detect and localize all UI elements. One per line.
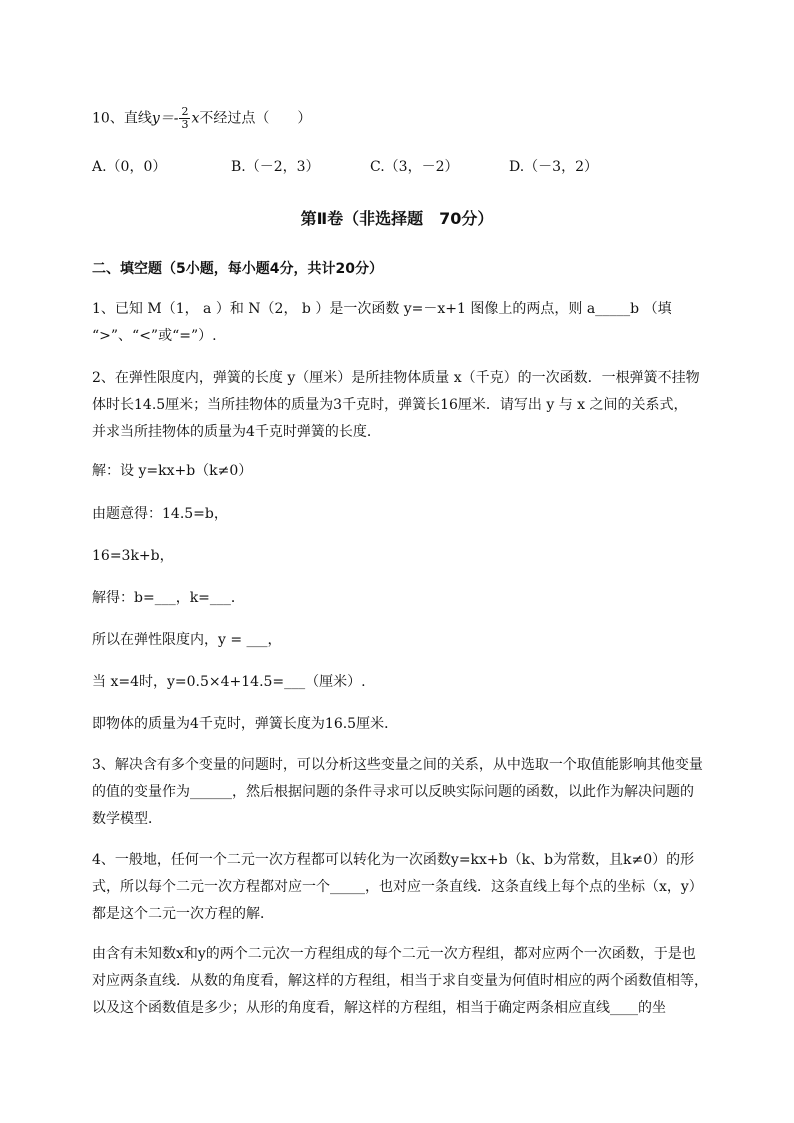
section-title: 二、填空题（5小题，每小题4分，共计20分） xyxy=(92,261,383,277)
fill-q3-line3: 数学模型． xyxy=(92,811,162,827)
option-a: A.（0，0） xyxy=(92,159,167,175)
part-title: 第Ⅱ卷（非选择题 70分） xyxy=(300,209,494,228)
fill-q5-line1: 由含有未知数x和y的两个二元次一方程组成的每个二元一次方程组，都对应两个一次函数，于是也 xyxy=(92,946,696,962)
fill-q3-line2: 的值的变量作为______，然后根据问题的条件寻求可以反映实际问题的函数，以此作为解决问题的 xyxy=(92,784,694,800)
q10-fraction xyxy=(179,106,190,131)
solution-line-1: 解：设 y=kx+b（k≠0） xyxy=(92,463,253,479)
option-c: C.（3，－2） xyxy=(370,159,459,175)
fill-q3-line1: 3、解决含有多个变量的问题时，可以分析这些变量之间的关系，从中选取一个取值能影响其他变量 xyxy=(92,757,703,773)
q10-options xyxy=(92,157,648,177)
q10-prefix: 10、直线 xyxy=(92,110,152,127)
q10-frac-num: 2 xyxy=(181,105,189,118)
fill-q2-line3: 并求当所挂物体的质量为4千克时弹簧的长度． xyxy=(92,424,381,440)
q10-eq-var: x xyxy=(191,110,200,127)
solution-line-2: 由题意得：14.5=b， xyxy=(92,506,228,522)
question-10 xyxy=(92,106,311,131)
fill-q4-line1: 4、一般地，任何一个二元一次方程都可以转化为一次函数y=kx+b（k、b为常数，且k≠0）的形 xyxy=(92,852,695,868)
fill-q4-line2: 式，所以每个二元一次方程都对应一个_____，也对应一条直线．这条直线上每个点的坐标（x，y） xyxy=(92,879,703,895)
option-b: B.（－2，3） xyxy=(231,159,320,175)
solution-line-5: 所以在弹性限度内，y = ___， xyxy=(92,632,282,648)
fill-q1-line2: “>”、“<”或“=”）. xyxy=(92,328,217,344)
fill-q5-line2: 对应两条直线．从数的角度看，解这样的方程组，相当于求自变量为何值时相应的两个函数值相等， xyxy=(92,973,708,989)
fill-q5-line3: 以及这个函数值是多少；从形的角度看，解这样的方程组，相当于确定两条相应直线____的坐 xyxy=(92,1000,666,1016)
q10-eq-lhs: y＝- xyxy=(151,110,179,127)
fill-q1-line1: 1、已知 M（1， a ）和 N（2， b ）是一次函数 y=－x+1 图像上的两点，则 a_____b （填 xyxy=(92,301,672,317)
solution-line-7: 即物体的质量为4千克时，弹簧长度为16.5厘米． xyxy=(92,716,399,732)
fill-q2-line1: 2、在弹性限度内，弹簧的长度 y（厘米）是所挂物体质量 x（千克）的一次函数．一根弹簧不挂物 xyxy=(92,370,700,386)
solution-line-3: 16=3k+b， xyxy=(92,548,174,564)
q10-frac-den: 3 xyxy=(181,118,189,131)
solution-line-6: 当 x=4时，y=0.5×4+14.5=___（厘米）. xyxy=(92,674,366,690)
option-d: D.（－3，2） xyxy=(509,159,598,175)
solution-line-4: 解得：b=___，k=___． xyxy=(92,590,245,606)
fill-q2-line2: 体时长14.5厘米；当所挂物体的质量为3千克时，弹簧长16厘米．请写出 y 与 x 之间的关系式， xyxy=(92,397,688,413)
q10-suffix: 不经过点（ ） xyxy=(199,110,312,127)
fill-q4-line3: 都是这个二元一次方程的解． xyxy=(92,906,274,922)
